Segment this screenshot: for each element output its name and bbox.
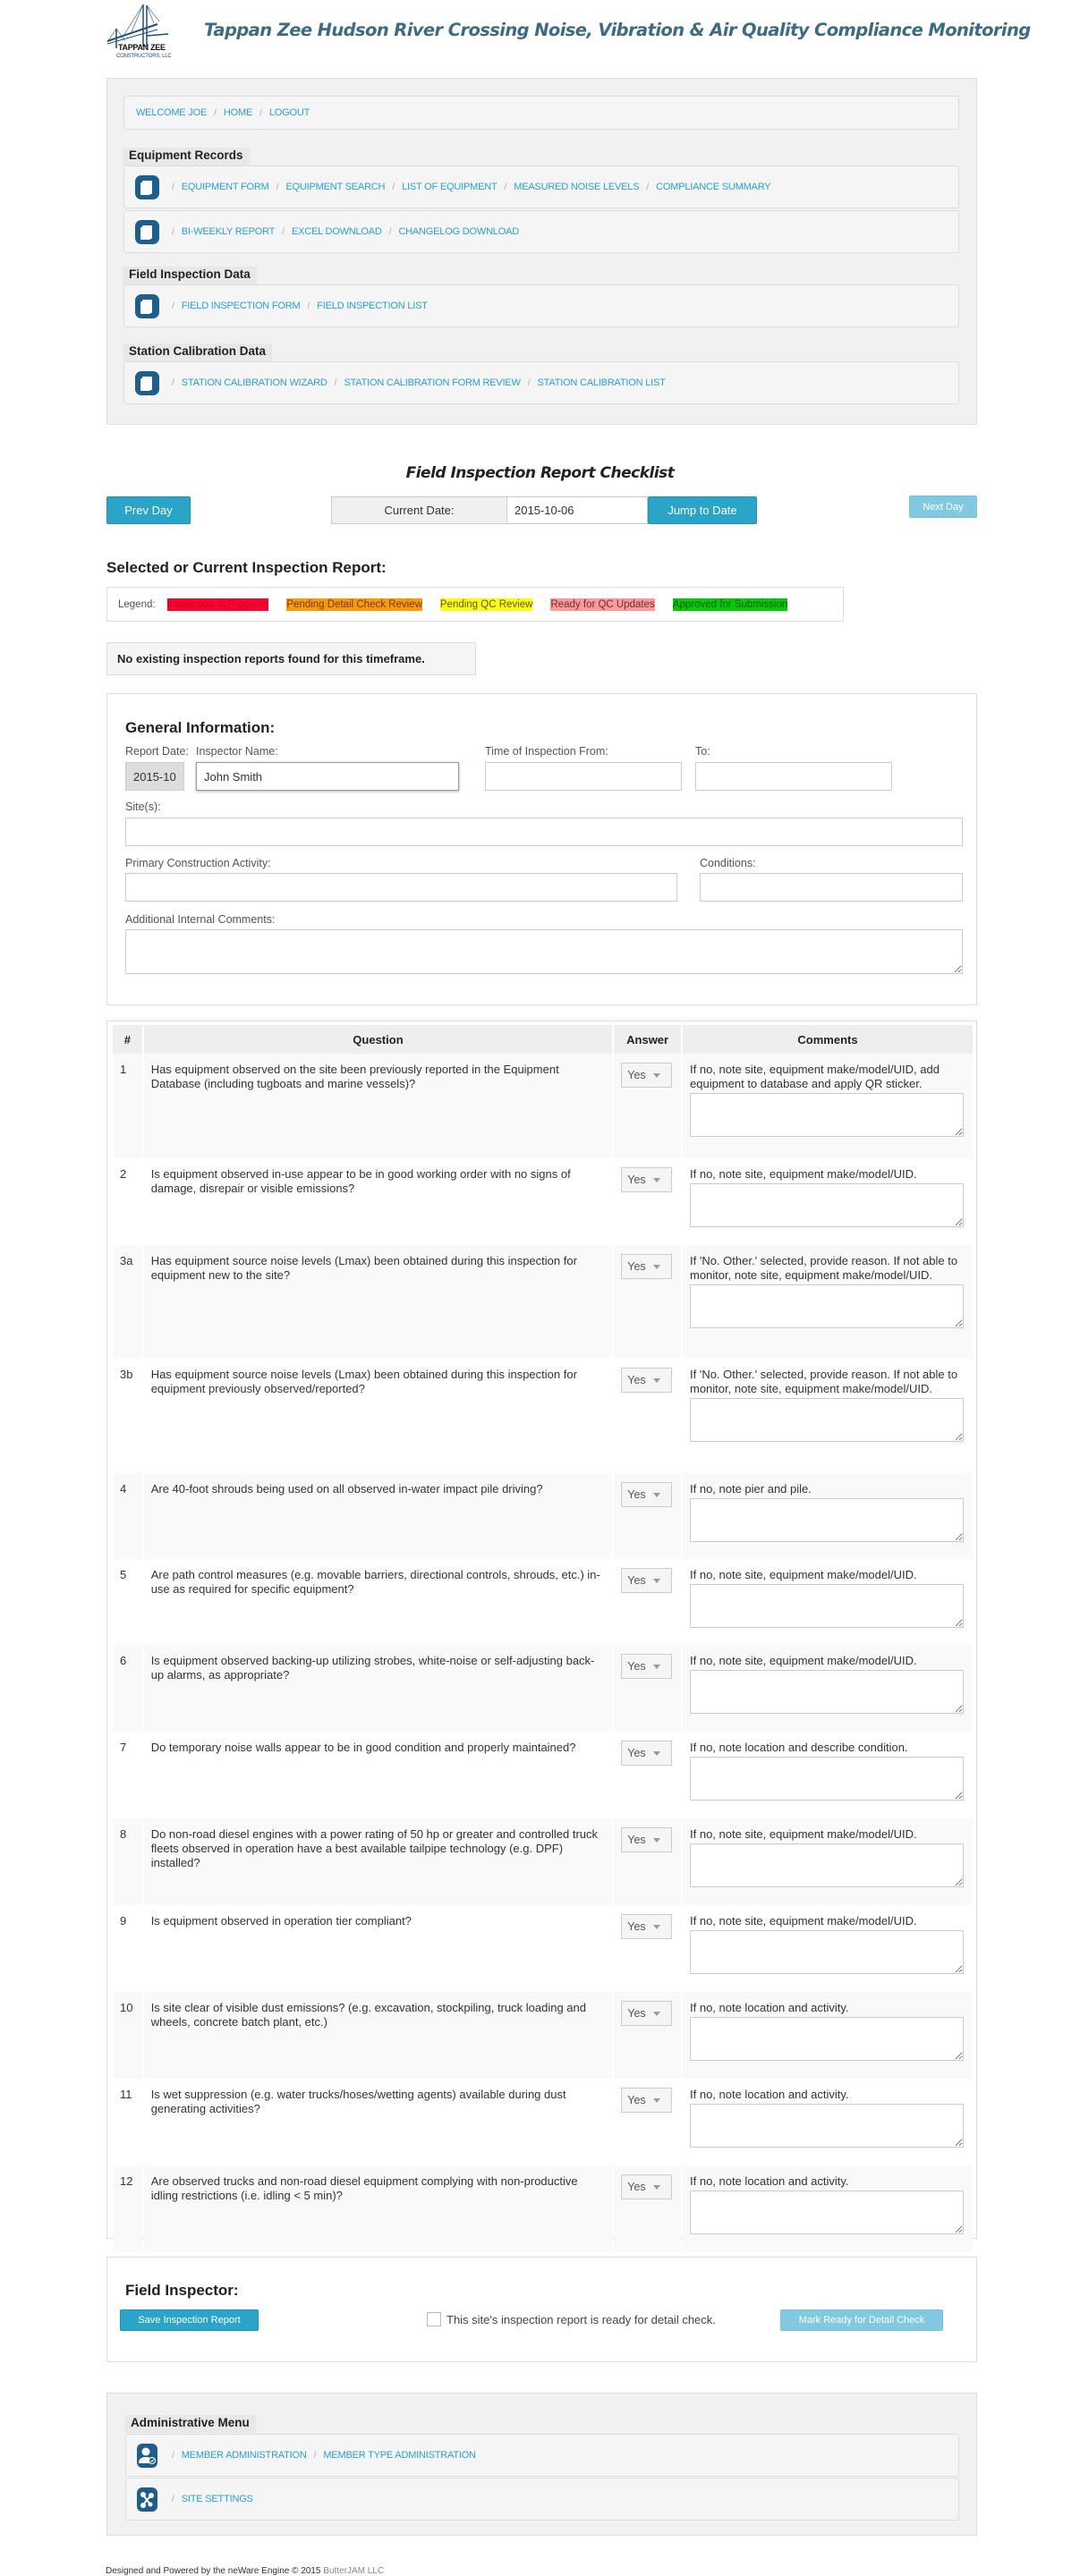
comment-field[interactable] [690,2104,964,2148]
answer-value: Yes [627,2181,646,2193]
station-calibration-wizard-link[interactable]: STATION CALIBRATION WIZARD [181,377,327,388]
report-date-field[interactable] [125,762,184,791]
separator: / [214,107,217,118]
time-from-label: Time of Inspection From: [485,745,608,758]
column-header-question: Question [144,1025,613,1054]
separator: / [276,182,279,192]
answer-select[interactable] [621,1368,672,1393]
comment-cell [683,2165,973,2252]
question-number: 7 [120,1741,127,1754]
separator: / [313,2450,317,2461]
comment-field[interactable] [690,1584,964,1628]
status-legend [106,587,844,622]
site-settings-link[interactable]: SITE SETTINGS [181,2494,253,2504]
column-header-number: # [113,1025,142,1054]
table-row [113,1645,973,1732]
ready-for-detail-check-label: This site's inspection report is ready for detail check. [446,2312,716,2326]
legend-item-inspection-in-progress: Inspection in Progress [166,598,269,610]
comment-field[interactable] [690,1757,964,1801]
comment-cell [683,1245,973,1359]
page-title: Field Inspection Report Checklist [405,464,675,482]
comment-field[interactable] [690,1093,964,1137]
comment-field[interactable] [690,1498,964,1542]
equipment-form-link[interactable]: EQUIPMENT FORM [181,182,269,192]
logout-link[interactable]: LOGOUT [268,107,310,118]
separator: / [388,226,392,237]
comment-cell [683,2079,973,2165]
checklist-table-panel [106,1021,977,2239]
comment-cell [683,1559,973,1645]
question-text: Are observed trucks and non-road diesel equipment complying with non-productive idling restrictions (i.e. idling < 5 min)? [144,2165,613,2252]
section-heading-station-calibration-data: Station Calibration Data [123,343,272,361]
ready-for-detail-check-checkbox[interactable] [427,2312,441,2326]
field-inspector-heading: Field Inspector: [125,2282,239,2299]
table-row [113,1359,973,1473]
question-text: Is equipment observed backing-up utilizing strobes, white-noise or self-adjusting back-up alarms, as appropriate? [144,1645,613,1732]
conditions-label: Conditions: [700,857,756,869]
answer-cell [614,1818,681,1905]
question-number: 9 [120,1914,127,1928]
separator: / [646,182,650,192]
answer-value: Yes [627,2094,646,2106]
question-text: Are path control measures (e.g. movable barriers, directional controls, shrouds, etc.) in-use as required for specific equipment? [150,1568,600,1596]
general-information-heading: General Information: [125,719,276,736]
answer-cell [614,2079,681,2165]
answer-cell [614,1732,681,1818]
section-heading-field-inspection-data: Field Inspection Data [123,267,257,284]
answer-cell [614,1905,681,1992]
legend-item-approved-for-submission: Approved for Submission [672,598,788,610]
answer-value: Yes [627,1174,646,1186]
question-text: Are 40-foot shrouds being used on all observed in-water impact pile driving? [144,1473,613,1559]
legend-item-pending-qc-review: Pending QC Review [439,598,533,610]
separator: / [172,182,174,192]
comment-instructions: If no, note site, equipment make/model/UID. [690,1568,917,1581]
comment-instructions: If 'No. Other.' selected, provide reason. If not able to monitor, note site, equipment make/model/UID. [690,1368,958,1395]
comment-instructions: If no, note location and activity. [690,2001,849,2014]
logo-text-line2: CONSTRUCTORS, LLC [116,54,172,59]
answer-select[interactable] [621,2174,672,2199]
comment-instructions: If no, note location and activity. [690,2088,849,2101]
table-row [113,1245,973,1359]
member-administration-link[interactable]: MEMBER ADMINISTRATION [181,2450,307,2461]
excel-download-link[interactable]: EXCEL DOWNLOAD [291,226,382,237]
answer-select[interactable] [621,1741,672,1766]
answer-value: Yes [627,1834,646,1846]
selected-report-heading: Selected or Current Inspection Report: [106,559,387,576]
answer-select[interactable] [621,1568,672,1593]
column-header-answer: Answer [614,1025,681,1054]
comment-cell [683,1992,973,2079]
inspector-name-label: Inspector Name: [196,745,278,758]
table-row [113,1732,973,1818]
field-inspection-list-link[interactable]: FIELD INSPECTION LIST [317,301,428,311]
equipment-search-link[interactable]: EQUIPMENT SEARCH [285,182,386,192]
document-icon [135,220,159,244]
separator: / [307,301,310,311]
question-number: 1 [113,1054,142,1158]
admin-row-site-settings [125,2478,959,2521]
separator: / [172,226,174,237]
footer [106,2566,384,2576]
chevron-down-icon [653,2012,660,2016]
comment-instructions: If no, note site, equipment make/model/UID. [690,1827,917,1841]
separator: / [172,377,174,388]
question-number: 3b [120,1368,133,1381]
chevron-down-icon [653,2098,660,2103]
answer-select[interactable] [621,1063,672,1088]
answer-cell [614,2165,681,2252]
comment-instructions: If no, note location and describe condition. [690,1741,908,1754]
logo-text-line1: TAPPAN ZEE [118,43,166,52]
jump-to-date-button[interactable]: Jump to Date [648,496,757,524]
question-text: Is site clear of visible dust emissions? (e.g. excavation, stockpiling, truck loading and wheels, concrete batch plant, etc.) [144,1992,613,2079]
answer-select[interactable] [621,1654,672,1679]
list-of-equipment-link[interactable]: LIST OF EQUIPMENT [402,182,497,192]
answer-cell [614,1992,681,2079]
menu-row-equipment-1 [123,165,959,208]
chevron-down-icon [653,1925,660,1929]
compliance-summary-link[interactable]: COMPLIANCE SUMMARY [656,182,771,192]
menu-row-equipment-2 [123,210,959,253]
home-link[interactable]: HOME [223,107,253,118]
question-text: Is wet suppression (e.g. water trucks/hoses/wetting agents) available during dust generating activities? [150,2088,566,2115]
answer-value: Yes [627,1920,646,1933]
separator: / [504,182,507,192]
mark-ready-for-detail-check-button[interactable]: Mark Ready for Detail Check [780,2309,943,2331]
answer-select[interactable] [621,1167,672,1192]
comment-field[interactable] [690,2017,964,2061]
comment-instructions: If no, note site, equipment make/model/UID. [690,1914,917,1928]
bi-weekly-report-link[interactable]: BI-WEEKLY REPORT [181,226,276,237]
comment-instructions: If no, note pier and pile. [690,1482,812,1496]
chevron-down-icon [653,1838,660,1843]
legend-item-ready-for-qc-updates: Ready for QC Updates [550,598,655,610]
table-row [113,1158,973,1245]
question-number: 8 [113,1818,142,1905]
answer-value: Yes [627,1374,646,1386]
field-inspector-panel [106,2257,977,2362]
ready-for-detail-check-option [427,2312,716,2326]
time-to-label: To: [695,745,710,758]
comment-instructions: If no, note site, equipment make/model/UID. [690,1654,917,1667]
table-row [113,1559,973,1645]
admin-row-members [125,2434,959,2477]
answer-cell [614,1245,681,1359]
document-icon [135,294,159,318]
question-number: 2 [120,1167,127,1181]
comment-field[interactable] [690,1284,964,1328]
column-header-comments: Comments [683,1025,973,1054]
station-calibration-list-link[interactable]: STATION CALIBRATION LIST [537,377,666,388]
question-number: 11 [120,2088,132,2101]
comment-instructions: If no, note site, equipment make/model/UID, add equipment to database and apply QR sticker. [690,1063,940,1090]
answer-cell [614,1054,681,1158]
comment-field[interactable] [690,2190,964,2234]
separator: / [172,2494,174,2504]
legend-item-pending-detail-check-review: Pending Detail Check Review [286,598,422,610]
table-row [113,1905,973,1992]
separator: / [527,377,531,388]
table-row [113,2165,973,2252]
menu-row-field-inspection [123,284,959,327]
general-information-panel [106,693,977,1005]
comment-instructions: If no, note site, equipment make/model/UID. [690,1167,917,1181]
save-inspection-report-button[interactable]: Save Inspection Report [120,2309,259,2331]
time-to-field[interactable] [695,762,892,791]
table-row [113,1473,973,1559]
comment-cell [683,1359,973,1473]
answer-select[interactable] [621,2088,672,2113]
member-type-administration-link[interactable]: MEMBER TYPE ADMINISTRATION [323,2450,476,2461]
prev-day-button[interactable]: Prev Day [106,496,191,524]
question-text: Is equipment observed in-use appear to be in good working order with no signs of damage, disrepair or visible emissions? [150,1167,571,1195]
chevron-down-icon [653,1378,660,1383]
answer-value: Yes [627,1069,646,1081]
comment-instructions: If no, note location and activity. [690,2174,849,2188]
table-row [113,1992,973,2079]
footer-company-link[interactable]: ButterJAM LLC [323,2566,385,2576]
question-number: 10 [113,1992,142,2079]
legend-label: Legend: [118,598,156,610]
report-date-label: Report Date: [125,745,189,758]
chevron-down-icon [653,1073,660,1078]
question-number: 3a [113,1245,142,1359]
section-heading-equipment-records: Equipment Records [123,148,250,165]
time-from-field[interactable] [485,762,682,791]
conditions-field[interactable] [700,873,963,902]
welcome-bar [123,96,959,130]
additional-comments-field[interactable] [125,929,963,974]
station-calibration-form-review-link[interactable]: STATION CALIBRATION FORM REVIEW [344,377,521,388]
menu-row-station-calibration [123,361,959,404]
sites-label: Site(s): [125,801,161,813]
question-text: Has equipment source noise levels (Lmax) been obtained during this inspection for equipment new to the site? [144,1245,613,1359]
question-number: 12 [113,2165,142,2252]
comment-cell [683,1054,973,1158]
chevron-down-icon [653,1493,660,1497]
measured-noise-levels-link[interactable]: MEASURED NOISE LEVELS [514,182,640,192]
comment-field[interactable] [690,1670,964,1714]
separator: / [334,377,337,388]
question-text: Do temporary noise walls appear to be in good condition and properly maintained? [150,1741,576,1754]
comment-instructions: If 'No. Other.' selected, provide reason. If not able to monitor, note site, equipment make/model/UID. [690,1254,958,1282]
separator: / [282,226,285,237]
chevron-down-icon [653,1265,660,1269]
sites-field[interactable] [125,818,963,846]
answer-select[interactable] [621,1827,672,1852]
inspector-name-field[interactable] [196,762,459,791]
answer-select[interactable] [621,1482,672,1507]
comment-cell [683,1905,973,1992]
document-icon [135,371,159,395]
site-settings-icon [137,2487,157,2512]
comment-cell [683,1732,973,1818]
separator: / [259,107,262,118]
welcome-user-link[interactable]: WELCOME JOE [136,107,208,118]
question-number: 5 [120,1568,127,1581]
comment-cell [683,1158,973,1245]
answer-value: Yes [627,1260,646,1273]
user-admin-icon [137,2444,157,2468]
chevron-down-icon [653,1178,660,1182]
question-text: Is equipment observed in operation tier compliant? [150,1914,412,1928]
answer-cell [614,1645,681,1732]
answer-value: Yes [627,1660,646,1673]
chevron-down-icon [653,1751,660,1756]
no-reports-notice: No existing inspection reports found for this timeframe. [106,642,476,675]
question-text: Has equipment observed on the site been previously reported in the Equipment Database (including tugboats and marine vessels)? [144,1054,613,1158]
administrative-menu-heading: Administrative Menu [124,2415,256,2433]
separator: / [392,182,395,192]
date-picker-group [331,496,757,524]
comment-cell [683,1818,973,1905]
answer-cell [614,1473,681,1559]
current-date-label: Current Date: [331,496,506,524]
comment-field[interactable] [690,1843,964,1887]
document-icon [135,175,159,199]
answer-cell [614,1158,681,1245]
comment-cell [683,1473,973,1559]
comment-field[interactable] [690,1398,964,1442]
question-number: 4 [113,1473,142,1559]
answer-value: Yes [627,1574,646,1587]
footer-text: Designed and Powered by the neWare Engine © 2015 [106,2566,321,2576]
answer-select[interactable] [621,2001,672,2026]
comment-field[interactable] [690,1183,964,1227]
comment-field[interactable] [690,1930,964,1974]
answer-select[interactable] [621,1914,672,1939]
next-day-button[interactable]: Next Day [909,496,977,518]
comment-cell [683,1645,973,1732]
answer-cell [614,1359,681,1473]
additional-comments-label: Additional Internal Comments: [125,913,276,926]
primary-construction-activity-label: Primary Construction Activity: [125,857,271,869]
answer-value: Yes [627,2007,646,2020]
checklist-table [111,1025,974,2252]
separator: / [172,301,174,311]
table-row [113,2079,973,2165]
answer-value: Yes [627,1488,646,1501]
chevron-down-icon [653,1579,660,1583]
answer-value: Yes [627,1747,646,1759]
current-date-input[interactable] [506,496,648,524]
separator: / [172,2450,174,2461]
table-row [113,1054,973,1158]
question-text: Has equipment source noise levels (Lmax) been obtained during this inspection for equipment previously observed/reported? [150,1368,577,1395]
changelog-download-link[interactable]: CHANGELOG DOWNLOAD [398,226,519,237]
answer-cell [614,1559,681,1645]
question-text: Do non-road diesel engines with a power rating of 50 hp or greater and controlled truck fleets observed in operation have a best available tailpipe technology (e.g. DPF) installed? [144,1818,613,1905]
site-title: Tappan Zee Hudson River Crossing Noise, Vibration & Air Quality Compliance Monitoring [204,20,1031,40]
answer-select[interactable] [621,1254,672,1279]
primary-construction-activity-field[interactable] [125,873,677,902]
chevron-down-icon [653,2185,660,2190]
chevron-down-icon [653,1665,660,1669]
table-row [113,1818,973,1905]
field-inspection-form-link[interactable]: FIELD INSPECTION FORM [181,301,301,311]
question-number: 6 [113,1645,142,1732]
